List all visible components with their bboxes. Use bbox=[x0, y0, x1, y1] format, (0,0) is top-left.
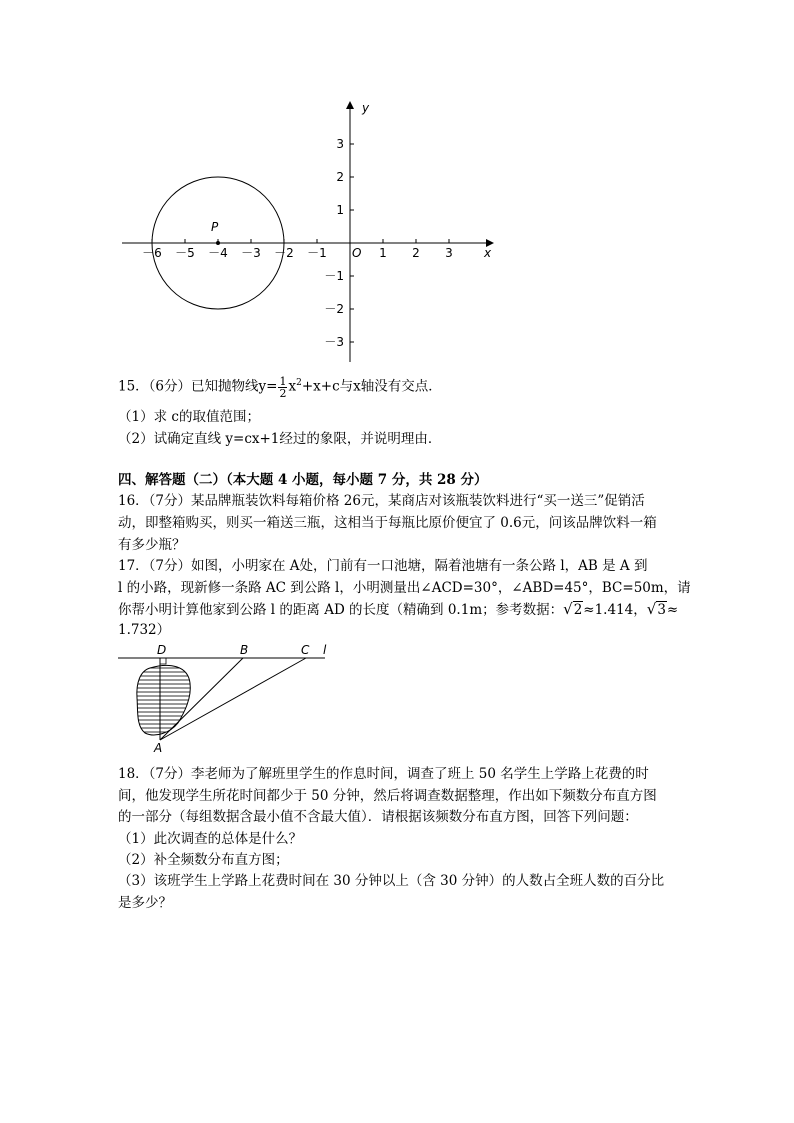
q16-line2: 动，即整箱购买，则买一箱送三瓶，这相当于每瓶比原价便宜了 0.6元，问该品牌饮料一箱 bbox=[118, 515, 657, 531]
q18-line1: 18．（7分）李老师为了解班里学生的作息时间，调查了班上 50 名学生上学路上花费的时 bbox=[118, 766, 649, 782]
q17-line3 bbox=[118, 600, 678, 619]
q16-line1: 16．（7分）某品牌瓶装饮料每箱价格 26元，某商店对该瓶装饮料进行“买一送三”促销活 bbox=[118, 493, 645, 509]
sqrt-sign: √ bbox=[646, 600, 657, 618]
q17-line2: l 的小路，现新修一条路 AC 到公路 l，小明测量出∠ACD=30°，∠ABD=45°，BC=50m，请 bbox=[118, 580, 691, 596]
q17-line1: 17．（7分）如图，小明家在 A处，门前有一口池塘，隔着池塘有一条公路 l，AB 是 A 到 bbox=[118, 558, 648, 574]
q15-head: 15．（6分）已知抛物线 bbox=[118, 378, 259, 395]
label-A: A bbox=[154, 741, 163, 755]
coordinate-graph bbox=[0, 0, 794, 380]
pond-road-diagram bbox=[110, 638, 340, 758]
q15-eq-y: y= bbox=[258, 378, 278, 395]
q15-eq-x: x bbox=[288, 378, 297, 395]
y-tick-label: 2 bbox=[336, 170, 344, 184]
label-l: l bbox=[323, 643, 327, 657]
x-tick-label: 2 bbox=[412, 246, 420, 260]
x-tick-label: －5 bbox=[175, 246, 195, 260]
q18-line3: 的一部分（每组数据含最小值不含最大值）．请根据该频数分布直方图，回答下列问题： bbox=[118, 809, 638, 825]
q17-approx2: ≈ bbox=[666, 602, 679, 618]
y-axis-label: y bbox=[362, 101, 370, 115]
q15-frac-den: 2 bbox=[279, 386, 287, 400]
label-D: D bbox=[157, 643, 167, 657]
q18-line2: 间，他发现学生所花时间都少于 50 分钟，然后将调查数据整理，作出如下频数分布直方图 bbox=[118, 788, 657, 804]
y-tick-label: －1 bbox=[324, 269, 344, 283]
q17-line4: 1.732） bbox=[118, 622, 171, 638]
right-angle-mark bbox=[160, 658, 166, 664]
q18-sub4: 是多少？ bbox=[118, 895, 172, 911]
q15-sub2: （2）试确定直线 y=cx+1经过的象限，并说明理由． bbox=[118, 431, 442, 447]
q15-eq-rest: +x+c bbox=[301, 378, 340, 395]
x-axis-label: x bbox=[484, 246, 492, 260]
q18-sub1: （1）此次调查的总体是什么？ bbox=[118, 831, 303, 847]
x-tick-label: －1 bbox=[307, 246, 327, 260]
pond-shape bbox=[137, 665, 190, 735]
x-tick-label: －4 bbox=[208, 246, 228, 260]
q17-line3-text: 你帮小明计算他家到公路 l 的距离 AD 的长度（精确到 0.1m；参考数据： bbox=[118, 602, 564, 618]
x-tick-label: 3 bbox=[445, 246, 453, 260]
sqrt2-arg: 2 bbox=[573, 602, 583, 618]
y-tick-label: －3 bbox=[324, 335, 344, 349]
q15-frac-num: 1 bbox=[279, 374, 287, 388]
q16-line3: 有多少瓶？ bbox=[118, 537, 186, 553]
point-label-P: P bbox=[211, 220, 219, 234]
x-tick-label: －3 bbox=[241, 246, 261, 260]
q15-fraction bbox=[278, 376, 287, 399]
sqrt-sign: √ bbox=[563, 600, 573, 618]
x-tick-label: 1 bbox=[379, 246, 387, 260]
q17-approx1: ≈1.414， bbox=[583, 602, 647, 618]
center-point-P bbox=[216, 241, 220, 245]
q15-eq-exp: 2 bbox=[296, 378, 302, 388]
sqrt3-arg: 3 bbox=[657, 602, 666, 618]
x-tick-label: －2 bbox=[274, 246, 294, 260]
q18-sub2: （2）补全频数分布直方图； bbox=[118, 852, 289, 868]
y-tick-label: 1 bbox=[336, 203, 344, 217]
label-C: C bbox=[301, 643, 310, 657]
label-B: B bbox=[240, 643, 249, 657]
origin-label: O bbox=[352, 246, 362, 260]
y-tick-label: 3 bbox=[336, 137, 344, 151]
q15-tail: 与x轴没有交点． bbox=[339, 378, 442, 395]
q15-sub1: （1）求 c的取值范围； bbox=[118, 409, 260, 425]
question-15 bbox=[118, 374, 442, 399]
section-4-title: 四、解答题（二）（本大题 4 小题，每小题 7 分，共 28 分） bbox=[118, 472, 488, 488]
y-tick-label: －2 bbox=[324, 302, 344, 316]
q18-sub3: （3）该班学生上学路上花费时间在 30 分钟以上（含 30 分钟）的人数占全班人数的百分比 bbox=[118, 873, 665, 889]
x-tick-label: －6 bbox=[142, 246, 162, 260]
